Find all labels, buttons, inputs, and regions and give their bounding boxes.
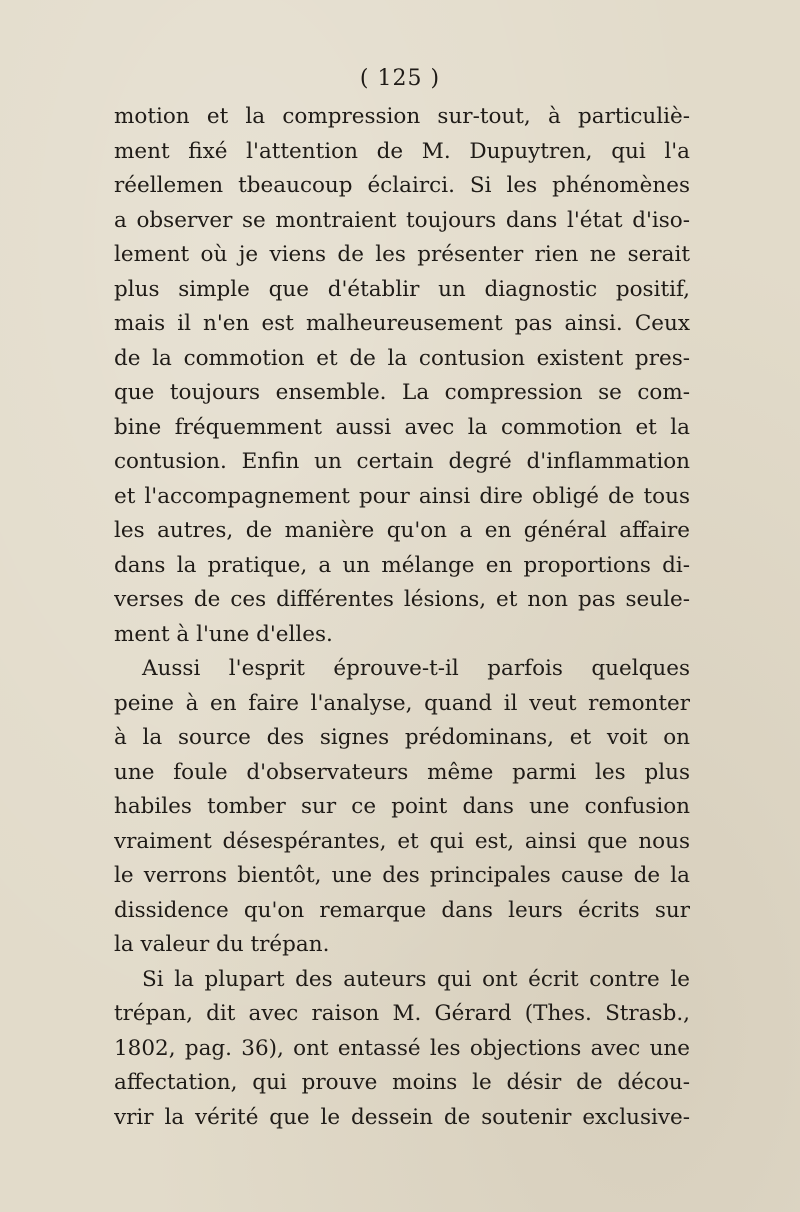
page-number: ( 125 ) (359, 66, 441, 91)
text-line: ment à l'une d'elles. (114, 621, 333, 647)
text-line: le verrons bientôt, une des principales cause de la (114, 863, 690, 888)
text-line: dissidence qu'on remarque dans leurs écrits sur (114, 897, 690, 923)
text-line: à la source des signes prédominans, et voit on (114, 725, 690, 750)
text-line: et l'accompagnement pour ainsi dire obligé de tous (114, 483, 690, 509)
text-line: la valeur du trépan. (114, 932, 330, 957)
text-line: dans la pratique, a un mélange en proportions di- (114, 552, 690, 578)
text-line: Aussi l'esprit éprouve-t-il parfois quelques (142, 656, 690, 681)
text-line: 1802, pag. 36), ont entassé les objections avec une (114, 1035, 690, 1061)
text-line: lement où je viens de les présenter rien ne serait (114, 242, 690, 267)
text-line: une foule d'observateurs même parmi les plus (114, 759, 690, 785)
text-line: les autres, de manière qu'on a en général affaire (114, 518, 690, 543)
text-line: affectation, qui prouve moins le désir de décou- (114, 1070, 690, 1095)
text-line: Si la plupart des auteurs qui ont écrit contre le (142, 966, 690, 992)
text-line: habiles tomber sur ce point dans une confusion (114, 794, 690, 819)
text-line: peine à en faire l'analyse, quand il veut remonter (114, 690, 690, 716)
text-line: de la commotion et de la contusion existent pres- (114, 345, 690, 371)
text-line: plus simple que d'établir un diagnostic positif, (114, 276, 690, 302)
text-line: ment fixé l'attention de M. Dupuytren, qui l'a (114, 138, 690, 164)
text-line: contusion. Enfin un certain degré d'inflammation (114, 449, 690, 474)
text-line: bine fréquemment aussi avec la commotion et la (114, 414, 690, 440)
text-line: trépan, dit avec raison M. Gérard (Thes. Strasb., (114, 1001, 690, 1026)
text-line: réellemen tbeaucoup éclairci. Si les phénomènes (114, 173, 690, 198)
text-line: a observer se montraient toujours dans l'état d'iso- (114, 207, 690, 233)
text-line: motion et la compression sur-tout, à particuliè- (114, 104, 690, 129)
text-line: mais il n'en est malheureusement pas ainsi. Ceux (114, 311, 690, 336)
text-line: verses de ces différentes lésions, et non pas seule- (114, 587, 690, 612)
text-line: que toujours ensemble. La compression se com- (114, 380, 690, 405)
text-line: vraiment désespérantes, et qui est, ainsi que nous (114, 828, 690, 854)
text-line: vrir la vérité que le dessein de soutenir exclusive- (114, 1104, 690, 1130)
body-text (114, 100, 690, 1135)
